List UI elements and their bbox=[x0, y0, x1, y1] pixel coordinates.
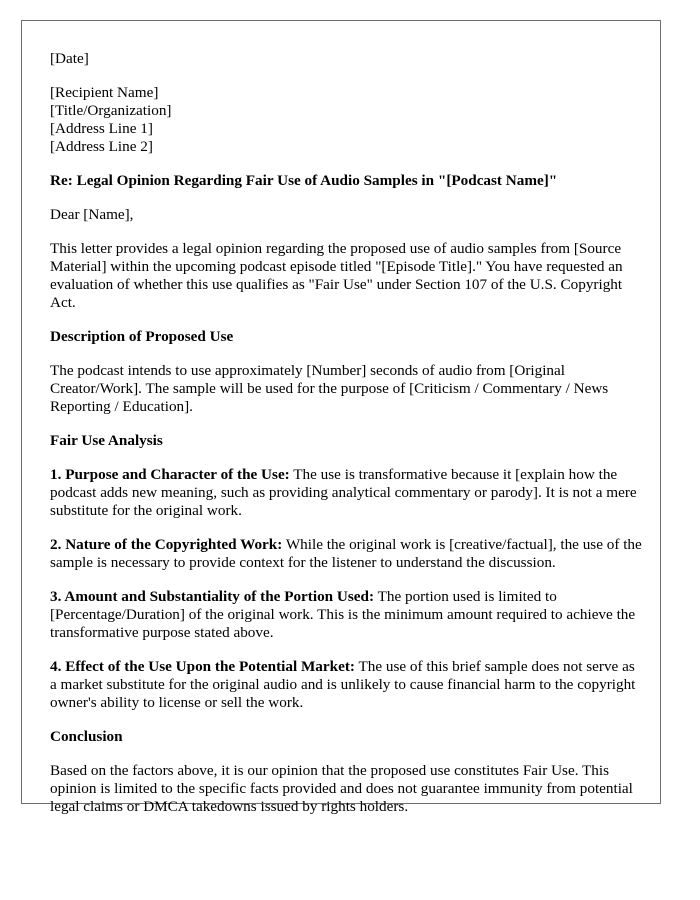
factor-label-2: 2. Nature of the Copyrighted Work: bbox=[50, 536, 283, 553]
factor-paragraph-4 bbox=[50, 658, 642, 712]
factor-paragraph-3 bbox=[50, 588, 642, 642]
analysis-heading: Fair Use Analysis bbox=[50, 432, 163, 449]
recipient-name: [Recipient Name] bbox=[50, 84, 159, 101]
date-line: [Date] bbox=[50, 50, 89, 67]
factor-paragraph-2 bbox=[50, 536, 642, 572]
letter-page bbox=[21, 20, 661, 815]
factor-label-3: 3. Amount and Substantiality of the Portion Used: bbox=[50, 588, 375, 605]
factor-text-2: While the original work is [creative/factual], the use of the sample is necessary to provide context for the listener to understand the discussion. bbox=[50, 536, 642, 571]
conclusion-paragraph: Based on the factors above, it is our opinion that the proposed use constitutes Fair Use. This opinion is limited to the specific facts provided and does not guarantee immunity from potential legal claims or DMCA takedowns issued by rights holders. bbox=[50, 762, 633, 815]
description-paragraph: The podcast intends to use approximately [Number] seconds of audio from [Original Creator/Work]. The sample will be used for the purpose of [Criticism / Commentary / News Reporting / Education]. bbox=[50, 362, 609, 415]
recipient-block bbox=[50, 84, 642, 156]
intro-paragraph: This letter provides a legal opinion regarding the proposed use of audio samples from [Source Material] within the upcoming podcast episode titled "[Episode Title]." You have requested an evaluation of whether this use qualifies as "Fair Use" under Section 107 of the U.S. Copyright Act. bbox=[50, 240, 623, 311]
letter-body bbox=[50, 50, 642, 816]
factor-paragraph-1 bbox=[50, 466, 642, 520]
recipient-address-line-1: [Address Line 1] bbox=[50, 120, 153, 137]
factor-text-4: The use of this brief sample does not serve as a market substitute for the original audio and is unlikely to cause financial harm to the copyright owner's ability to license or sell the work. bbox=[50, 658, 636, 711]
factor-label-4: 4. Effect of the Use Upon the Potential Market: bbox=[50, 658, 355, 675]
factor-text-3: The portion used is limited to [Percentage/Duration] of the original work. This is the minimum amount required to achieve the transformative purpose stated above. bbox=[50, 588, 636, 641]
recipient-title: [Title/Organization] bbox=[50, 102, 172, 119]
subject-line: Re: Legal Opinion Regarding Fair Use of Audio Samples in "[Podcast Name]" bbox=[50, 172, 558, 189]
factor-label-1: 1. Purpose and Character of the Use: bbox=[50, 466, 290, 483]
salutation: Dear [Name], bbox=[50, 206, 134, 223]
conclusion-heading: Conclusion bbox=[50, 728, 123, 745]
description-heading: Description of Proposed Use bbox=[50, 328, 234, 345]
recipient-address-line-2: [Address Line 2] bbox=[50, 138, 153, 155]
factor-text-1: The use is transformative because it [explain how the podcast adds new meaning, such as providing analytical commentary or parody]. It is not a mere substitute for the original work. bbox=[50, 466, 637, 519]
